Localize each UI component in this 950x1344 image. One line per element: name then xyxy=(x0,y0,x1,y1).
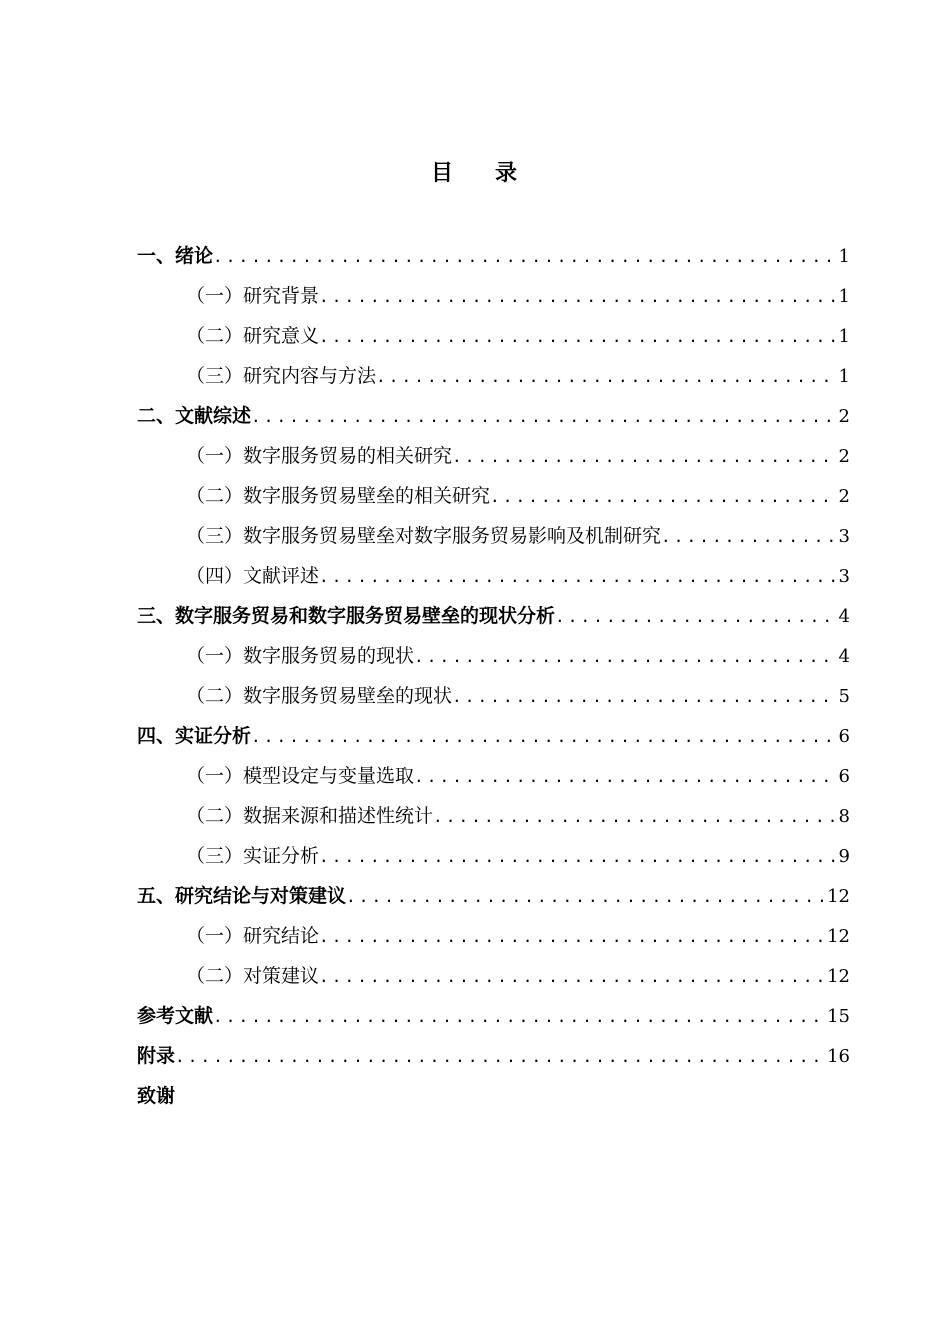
toc-entry-chapter[interactable] xyxy=(137,1036,850,1076)
toc-entry-section[interactable] xyxy=(137,356,850,396)
toc-dot-leader xyxy=(414,757,837,797)
toc-entry-chapter[interactable] xyxy=(137,876,850,916)
toc-entry-section[interactable] xyxy=(137,316,850,356)
toc-page-number: 12 xyxy=(827,926,850,947)
toc-page-number: 3 xyxy=(838,566,850,587)
toc-dot-leader xyxy=(213,997,825,1037)
toc-entry-title: （二）对策建议 xyxy=(186,965,320,987)
toc-dot-leader xyxy=(319,277,837,317)
toc-dot-leader xyxy=(376,357,837,397)
toc-entry-chapter[interactable] xyxy=(137,596,850,636)
toc-entry-chapter[interactable] xyxy=(137,236,850,276)
toc-dot-leader xyxy=(661,517,837,557)
toc-entry-title: （一）模型设定与变量选取 xyxy=(186,765,415,787)
toc-entry-section[interactable] xyxy=(137,956,850,996)
toc-entry-title: （三）实证分析 xyxy=(186,845,320,867)
toc-entry-section[interactable] xyxy=(137,916,850,956)
toc-page-number: 1 xyxy=(838,246,850,267)
toc-entry-section[interactable] xyxy=(137,796,850,836)
toc-dot-leader xyxy=(414,637,837,677)
toc-entry-title: （三）研究内容与方法 xyxy=(186,365,377,387)
toc-entry-title: （二）数据来源和描述性统计 xyxy=(186,805,434,827)
toc-page-number: 12 xyxy=(827,886,850,907)
toc-dot-leader xyxy=(346,877,825,917)
toc-dot-leader xyxy=(175,1037,825,1077)
toc-page-number: 2 xyxy=(838,486,850,507)
toc-entry-title: 附录 xyxy=(137,1045,176,1067)
toc-dot-leader xyxy=(251,717,837,757)
toc-entry-title: （二）数字服务贸易壁垒的相关研究 xyxy=(186,485,491,507)
toc-dot-leader xyxy=(319,957,825,997)
toc-entry-title: 二、文献综述 xyxy=(137,405,252,427)
toc-page-number: 8 xyxy=(838,806,850,827)
toc-dot-leader xyxy=(319,917,825,957)
toc-entry-section[interactable] xyxy=(137,556,850,596)
toc-page-number: 6 xyxy=(838,766,850,787)
toc-dot-leader xyxy=(452,677,837,717)
toc-dot-leader xyxy=(319,317,837,357)
toc-page-number: 6 xyxy=(838,726,850,747)
toc-page-number: 4 xyxy=(838,646,850,667)
toc-entry-title: （一）研究结论 xyxy=(186,925,320,947)
toc-page-number: 2 xyxy=(838,446,850,467)
toc-entry-title: 三、数字服务贸易和数字服务贸易壁垒的现状分析 xyxy=(137,605,556,627)
toc-entry-title: 一、绪论 xyxy=(137,245,214,267)
toc-page-number: 4 xyxy=(838,606,850,627)
toc-dot-leader xyxy=(452,437,837,477)
toc-entry-chapter[interactable] xyxy=(137,396,850,436)
toc-entry-title: 五、研究结论与对策建议 xyxy=(137,885,347,907)
toc-entry-chapter[interactable] xyxy=(137,1076,850,1116)
toc-entry-section[interactable] xyxy=(137,516,850,556)
toc-dot-leader xyxy=(251,397,837,437)
toc-entry-title: （三）数字服务贸易壁垒对数字服务贸易影响及机制研究 xyxy=(186,525,662,547)
toc-entry-title: 参考文献 xyxy=(137,1005,214,1027)
toc-page-number: 2 xyxy=(838,406,850,427)
toc-entry-section[interactable] xyxy=(137,836,850,876)
toc-entry-title: （一）研究背景 xyxy=(186,285,320,307)
toc-dot-leader xyxy=(319,557,837,597)
page-title-char-1: 目 xyxy=(430,161,455,186)
toc-entry-chapter[interactable] xyxy=(137,716,850,756)
toc-entry-section[interactable] xyxy=(137,436,850,476)
toc-dot-leader xyxy=(490,477,837,517)
toc-entry-title: （四）文献评述 xyxy=(186,565,320,587)
toc-page-number: 9 xyxy=(838,846,850,867)
page-title xyxy=(0,156,950,192)
toc-page-number: 5 xyxy=(838,686,850,707)
toc-dot-leader xyxy=(555,597,837,637)
toc-page-number: 1 xyxy=(838,286,850,307)
toc-entry-section[interactable] xyxy=(137,676,850,716)
toc-entry-section[interactable] xyxy=(137,276,850,316)
toc-page-number: 16 xyxy=(827,1046,850,1067)
toc-page-number: 3 xyxy=(838,526,850,547)
toc-dot-leader xyxy=(433,797,837,837)
toc-dot-leader xyxy=(213,237,837,277)
toc-entry-title: （二）研究意义 xyxy=(186,325,320,347)
toc-page-number: 1 xyxy=(838,326,850,347)
toc-entry-title: 四、实证分析 xyxy=(137,725,252,747)
toc-entry-title: 致谢 xyxy=(137,1085,176,1107)
toc-page-number: 15 xyxy=(827,1006,850,1027)
page-title-char-2: 录 xyxy=(495,161,520,186)
table-of-contents xyxy=(137,236,850,1116)
toc-entry-section[interactable] xyxy=(137,636,850,676)
toc-entry-section[interactable] xyxy=(137,756,850,796)
toc-entry-title: （二）数字服务贸易壁垒的现状 xyxy=(186,685,453,707)
toc-entry-chapter[interactable] xyxy=(137,996,850,1036)
toc-entry-title: （一）数字服务贸易的相关研究 xyxy=(186,445,453,467)
toc-dot-leader xyxy=(319,837,837,877)
toc-entry-title: （一）数字服务贸易的现状 xyxy=(186,645,415,667)
toc-page-number: 12 xyxy=(827,966,850,987)
toc-entry-section[interactable] xyxy=(137,476,850,516)
toc-page-number: 1 xyxy=(838,366,850,387)
